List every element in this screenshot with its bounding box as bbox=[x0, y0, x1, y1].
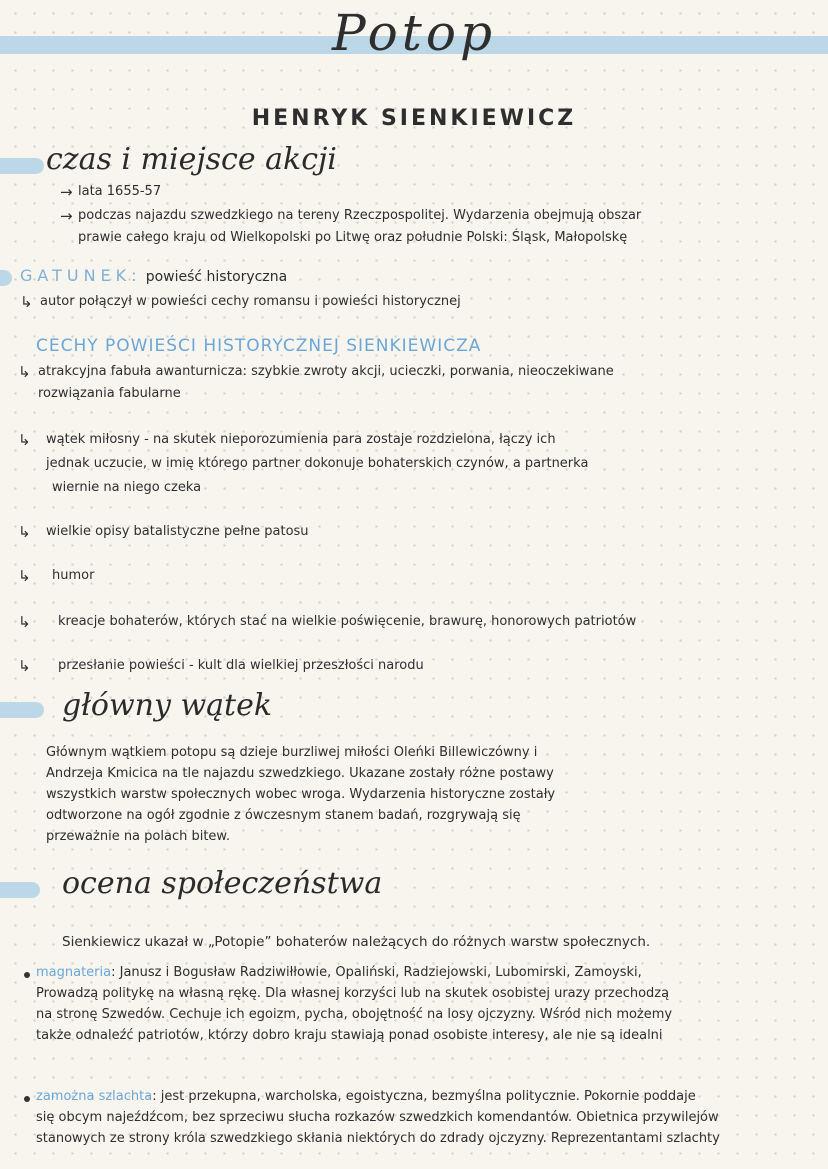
return-arrow-icon: ↳ bbox=[20, 293, 33, 311]
szlachta-paragraph bbox=[36, 1086, 720, 1149]
genre-value: powieść historyczna bbox=[145, 269, 288, 285]
szlachta-text: : jest przekupna, warcholska, egoistyczna, bezmyślna politycznie. Pokornie poddaje bbox=[152, 1089, 696, 1104]
bullet-icon bbox=[24, 1096, 30, 1102]
feature-item: kreacje bohaterów, których stać na wielkie poświęcenie, brawurę, honorowych patriotów bbox=[58, 614, 637, 629]
paragraph-line: Andrzeja Kmicica na tle najazdu szwedzkiego. Ukazane zostały różne postawy bbox=[46, 766, 554, 781]
feature-item-continuation: rozwiązania fabularne bbox=[38, 386, 181, 401]
bullet-icon bbox=[24, 972, 30, 978]
feature-item: humor bbox=[52, 568, 95, 583]
arrow-right-icon: → bbox=[60, 207, 73, 225]
return-arrow-icon: ↳ bbox=[18, 613, 31, 631]
feature-item-continuation: jednak uczucie, w imię którego partner dokonuje bohaterskich czynów, a partnerka bbox=[46, 456, 589, 471]
page-title: Potop bbox=[332, 4, 496, 62]
main-plot-paragraph bbox=[46, 742, 555, 847]
paragraph-line: wszystkich warstw społecznych wobec wroga. Wydarzenia historyczne zostały bbox=[46, 787, 556, 802]
feature-item: wątek miłosny - na skutek nieporozumienia para zostaje rozdzielona, łączy ich bbox=[46, 432, 556, 447]
return-arrow-icon: ↳ bbox=[18, 567, 31, 585]
magnateria-label: magnateria bbox=[36, 965, 112, 980]
list-item: podczas najazdu szwedzkiego na tereny Rzeczpospolitej. Wydarzenia obejmują obszar bbox=[78, 208, 642, 223]
paragraph-line: Głównym wątkiem potopu są dzieje burzliwej miłości Oleńki Billewiczówny i bbox=[46, 745, 538, 760]
return-arrow-icon: ↳ bbox=[18, 523, 31, 541]
arrow-right-icon: → bbox=[60, 183, 73, 201]
paragraph-line: stanowych ze strony króla szwedzkiego skłania niektórych do zdrady ojczyzny. Reprezentantami szlachty bbox=[36, 1131, 720, 1146]
paragraph-line: odtworzone na ogół zgodnie z ówczesnym stanem badań, rozgrywają się bbox=[46, 808, 521, 823]
paragraph-line: przeważnie na polach bitew. bbox=[46, 829, 230, 844]
list-item-continuation: prawie całego kraju od Wielkopolski po Litwę oraz południe Polski: Śląsk, Małopolskę bbox=[78, 230, 628, 245]
section-marker bbox=[0, 882, 40, 898]
society-intro: Sienkiewicz ukazał w „Potopie” bohaterów należących do różnych warstw społecznych. bbox=[62, 934, 651, 950]
feature-item: wielkie opisy batalistyczne pełne patosu bbox=[46, 524, 309, 539]
szlachta-label: zamożna szlachta bbox=[36, 1089, 153, 1104]
paragraph-line bbox=[36, 962, 672, 983]
section-heading-society: ocena społeczeństwa bbox=[62, 866, 383, 901]
list-item: lata 1655-57 bbox=[78, 184, 162, 199]
paragraph-line: na stronę Szwedów. Cechuje ich egoizm, pycha, obojętność na losy ojczyzny. Wśród nich możemy bbox=[36, 1007, 673, 1022]
author-heading: HENRYK SIENKIEWICZ bbox=[251, 106, 577, 131]
paragraph-line: się obcym najeźdźcom, bez sprzeciwu słucha rozkazów szwedzkich komendantów. Obietnica przywilejów bbox=[36, 1110, 719, 1125]
section-marker bbox=[0, 158, 44, 174]
paragraph-line bbox=[36, 1086, 720, 1107]
features-heading: CECHY POWIEŚCI HISTORYCZNEJ SIENKIEWICZA bbox=[36, 336, 482, 356]
genre-note: autor połączył w powieści cechy romansu i powieści historycznej bbox=[40, 294, 461, 309]
feature-item-continuation: wiernie na niego czeka bbox=[52, 480, 202, 495]
return-arrow-icon: ↳ bbox=[18, 657, 31, 675]
genre-row bbox=[20, 268, 287, 286]
magnateria-paragraph bbox=[36, 962, 672, 1046]
genre-label: GATUNEK: bbox=[20, 266, 142, 285]
feature-item: przesłanie powieści - kult dla wielkiej przeszłości narodu bbox=[58, 658, 424, 673]
paragraph-line: także odnaleźć patriotów, którzy dobro kraju stawiają ponad osobiste interesy, ale nie są idealni bbox=[36, 1028, 663, 1043]
section-marker bbox=[0, 270, 12, 286]
feature-item: atrakcyjna fabuła awanturnicza: szybkie zwroty akcji, ucieczki, porwania, nieoczekiwane bbox=[38, 364, 614, 379]
section-heading-main-plot: główny wątek bbox=[62, 688, 273, 723]
section-marker bbox=[0, 702, 44, 718]
return-arrow-icon: ↳ bbox=[18, 363, 31, 381]
magnateria-text: : Janusz i Bogusław Radziwiłłowie, Opaliński, Radziejowski, Lubomirski, Zamoyski, bbox=[111, 965, 642, 980]
return-arrow-icon: ↳ bbox=[18, 431, 31, 449]
section-heading-time-place: czas i miejsce akcji bbox=[46, 142, 337, 177]
paragraph-line: Prowadzą politykę na własną rękę. Dla własnej korzyści lub na skutek osobistej urazy przechodzą bbox=[36, 986, 670, 1001]
